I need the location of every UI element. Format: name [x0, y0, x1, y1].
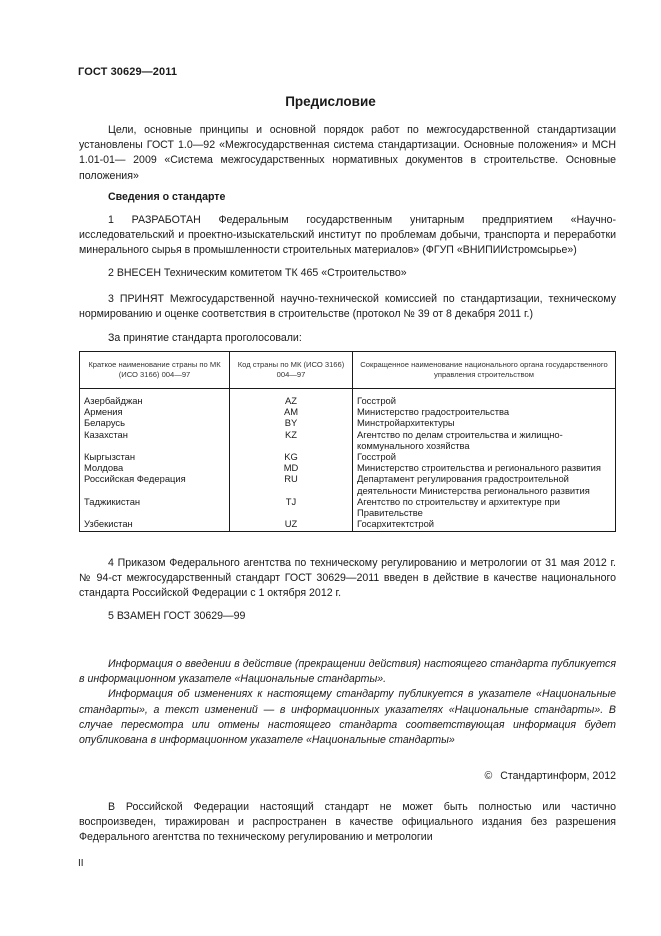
table-row [80, 518, 616, 532]
copyright-icon: © [484, 770, 493, 782]
national-body: Госстрой [353, 395, 616, 406]
standard-code-header: ГОСТ 30629—2011 [78, 66, 178, 78]
national-body: Госархитектстрой [353, 518, 616, 532]
header-national-body: Сокращенное наименование национального органа государственного управления строительством [353, 352, 616, 389]
table-row [80, 429, 616, 451]
national-body: Департамент регулирования градостроительной деятельности Министерства регионального развития [353, 473, 616, 495]
national-body: Минстройархитектуры [353, 417, 616, 428]
item-1 [79, 213, 616, 259]
intro-paragraph: Цели, основные принципы и основной порядок работ по межгосударственной стандартизации установлены ГОСТ 1.0—92 «Межгосударственная система стандартизации. Основные положения» и МСН 1.01-01— 2009 «Система межгосударственных нормативных документов в строительстве. Основные положения» [79, 124, 616, 182]
country-code: KG [230, 451, 353, 462]
table-row [80, 496, 616, 518]
item-3-text: 3 ПРИНЯТ Межгосударственной научно-технической комиссией по стандартизации, техническому нормированию и оценке соответствия в строительстве (протокол № 39 от 8 декабря 2011 г.) [79, 293, 616, 321]
table-header-row [80, 352, 616, 389]
country-code: AZ [230, 395, 353, 406]
country-code: TJ [230, 496, 353, 518]
table-row [80, 406, 616, 417]
national-body: Агентство по делам строительства и жилищно-коммунального хозяйства [353, 429, 616, 451]
legal-notice [79, 800, 616, 846]
item-2 [79, 266, 616, 281]
item-5-text: 5 ВЗАМЕН ГОСТ 30629—99 [108, 610, 246, 622]
item-4-text: 4 Приказом Федерального агентства по техническому регулированию и метрологии от 31 мая 2012 г. № 94-ст межгосударственный стандарт ГОСТ 30629—2011 введен в действие в качестве национального стандарта Российской Федерации с 1 октября 2012 г. [79, 557, 616, 600]
table-row [80, 395, 616, 406]
country-name: Молдова [80, 462, 230, 473]
notice-paragraph: Информация об изменениях к настоящему стандарту публикуется в указателе «Национальные стандарты», а текст изменений — в информационных указателях «Национальные стандарты». В случае пересмотра или отмены настоящего стандарта соответствующая информация будет опубликована в информационном указателе «Национальные стандарты» [79, 688, 616, 747]
item-5 [79, 609, 616, 624]
country-name: Армения [80, 406, 230, 417]
item-3 [79, 292, 616, 322]
country-code: BY [230, 417, 353, 428]
table-row [80, 473, 616, 495]
country-name: Таджикистан [80, 496, 230, 518]
country-name: Узбекистан [80, 518, 230, 532]
country-code: KZ [230, 429, 353, 451]
table-row [80, 462, 616, 473]
vote-intro [79, 331, 616, 346]
national-body: Агентство по строительству и архитектуре при Правительстве [353, 496, 616, 518]
country-name: Кыргызстан [80, 451, 230, 462]
table-row [80, 451, 616, 462]
country-name: Азербайджан [80, 395, 230, 406]
publication-notice [79, 657, 616, 748]
item-1-text: 1 РАЗРАБОТАН Федеральным государственным унитарным предприятием «Научно-исследовательский и проектно-изыскательский институт по проблемам добычи, транспорта и переработки минерального сырья в промышленности строительных материалов» (ФГУП «ВНИПИИстромсырье») [79, 214, 616, 257]
notice-paragraph: Информация о введении в действие (прекращении действия) настоящего стандарта публикуется в информационном указателе «Национальные стандарты». [79, 658, 616, 686]
page-title: Предисловие [285, 94, 376, 109]
section-subheading: Сведения о стандарте [108, 191, 226, 203]
voting-countries-table [79, 351, 616, 532]
vote-intro-text: За принятие стандарта проголосовали: [108, 332, 302, 344]
country-code: MD [230, 462, 353, 473]
copyright-line [484, 770, 616, 782]
page-number: II [78, 858, 84, 869]
header-country-name: Краткое наименование страны по МК (ИСО 3166) 004—97 [80, 352, 230, 389]
table-row [80, 417, 616, 428]
legal-notice-text: В Российской Федерации настоящий стандарт не может быть полностью или частично воспроизведен, тиражирован и распространен в качестве официального издания без разрешения Федерального агентства по техническому регулированию и метрологии [79, 801, 616, 844]
header-country-code: Код страны по МК (ИСО 3166) 004—97 [230, 352, 353, 389]
country-name: Казахстан [80, 429, 230, 451]
country-name: Беларусь [80, 417, 230, 428]
intro-section [79, 123, 616, 184]
national-body: Министерство строительства и регионального развития [353, 462, 616, 473]
copyright-text: Стандартинформ, 2012 [500, 770, 616, 782]
country-code: UZ [230, 518, 353, 532]
national-body: Министерство градостроительства [353, 406, 616, 417]
national-body: Госстрой [353, 451, 616, 462]
country-code: AM [230, 406, 353, 417]
country-name: Российская Федерация [80, 473, 230, 495]
item-4 [79, 556, 616, 602]
item-2-text: 2 ВНЕСЕН Техническим комитетом ТК 465 «Строительство» [108, 267, 407, 279]
country-code: RU [230, 473, 353, 495]
